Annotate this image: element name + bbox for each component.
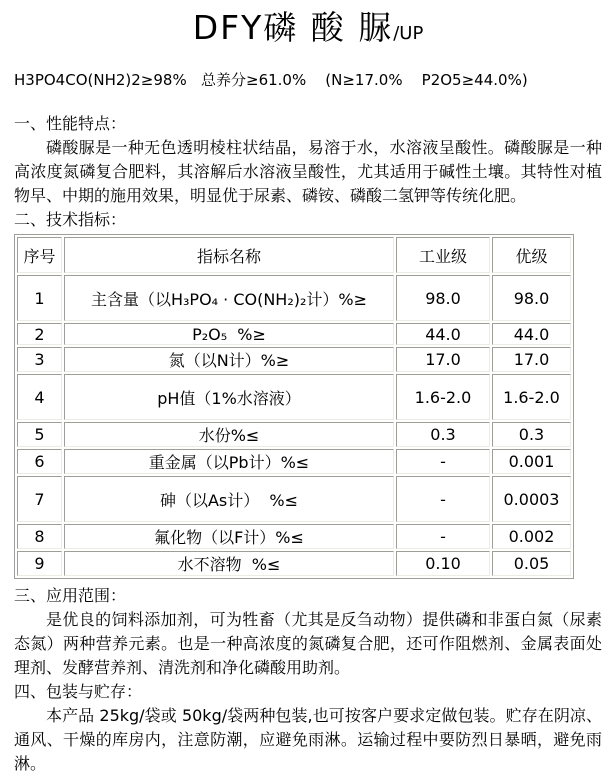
industrial-grade-cell: 0.10 [396,551,490,576]
premium-grade-cell: 98.0 [492,275,571,321]
industrial-grade-cell: 44.0 [396,323,490,345]
premium-grade-cell: 1.6-2.0 [492,374,571,420]
table-row [17,275,571,321]
table-row [17,374,571,420]
page-title-text: DFY磷 酸 脲 [192,8,394,47]
indicator-name-cell: 重金属（以Pb计）%≤ [64,449,394,474]
row-index-cell: 7 [17,476,62,522]
row-index-cell: 3 [17,347,62,372]
header-cell-industrial-grade: 工业级 [396,237,490,273]
section-paragraph-packaging: 本产品 25kg/袋或 50kg/袋两种包装,也可按客户要求定做包装。贮存在阴凉、通风、干燥的库房内，注意防潮，应避免雨淋。运输过程中要防烈日暴晒，避免雨淋。 [14,706,602,773]
indicator-name-cell: 氮（以N计）%≥ [64,347,394,372]
page-title [14,4,602,58]
table-row [17,449,571,474]
indicator-name-cell: 水不溶物 %≤ [64,551,394,576]
section-heading-application: 三、应用范围： [14,586,127,605]
table-row [17,551,571,576]
page-title-suffix: /UP [393,23,424,44]
section-paragraph-performance: 磷酸脲是一种无色透明棱柱状结晶，易溶于水，水溶液呈酸性。磷酸脲是一种高浓度氮磷复合肥料，其溶解后水溶液呈酸性，尤其适用于碱性土壤。其特性对植物早、中期的施用效果，明显优于尿素、磷铵、磷酸二氢钾等传统化肥。 [14,138,602,205]
premium-grade-cell: 0.05 [492,551,571,576]
row-index-cell: 1 [17,275,62,321]
indicator-name-cell: 水份%≤ [64,422,394,447]
row-index-cell: 6 [17,449,62,474]
industrial-grade-cell: 98.0 [396,275,490,321]
header-cell-premium-grade: 优级 [492,237,571,273]
section-heading-technical: 二、技术指标： [14,210,127,229]
industrial-grade-cell: 17.0 [396,347,490,372]
table-header-row [17,237,571,273]
indicator-name-cell: 主含量（以H₃PO₄ · CO(NH₂)₂计）%≥ [64,275,394,321]
industrial-grade-cell: - [396,524,490,549]
table-row [17,524,571,549]
table-row [17,476,571,522]
row-index-cell: 8 [17,524,62,549]
indicator-name-cell: P₂O₅ %≥ [64,323,394,345]
section-heading-performance: 一、性能特点： [14,114,127,133]
industrial-grade-cell: - [396,449,490,474]
industrial-grade-cell: 1.6-2.0 [396,374,490,420]
premium-grade-cell: 0.002 [492,524,571,549]
indicator-name-cell: 氟化物（以F计）%≤ [64,524,394,549]
table-row [17,347,571,372]
indicator-name-cell: pH值（1%水溶液） [64,374,394,420]
row-index-cell: 2 [17,323,62,345]
row-index-cell: 5 [17,422,62,447]
industrial-grade-cell: 0.3 [396,422,490,447]
section-paragraph-application: 是优良的饲料添加剂，可为牲畜（尤其是反刍动物）提供磷和非蛋白氮（尿素态氮）两种营养元素。也是一种高浓度的氮磷复合肥，还可作阻燃剂、金属表面处理剂、发酵营养剂、清洗剂和净化磷酸用助剂。 [14,610,602,677]
table-row [17,422,571,447]
technical-indicators-table [14,234,574,579]
premium-grade-cell: 0.3 [492,422,571,447]
product-formula-line: H3PO4CO(NH2)2≥98% 总养分≥61.0% (N≥17.0% P2O5≥44.0%) [14,71,528,89]
premium-grade-cell: 44.0 [492,323,571,345]
section-heading-packaging: 四、包装与贮存： [14,682,143,701]
row-index-cell: 9 [17,551,62,576]
premium-grade-cell: 17.0 [492,347,571,372]
industrial-grade-cell: - [396,476,490,522]
header-cell-index: 序号 [17,237,62,273]
premium-grade-cell: 0.001 [492,449,571,474]
indicator-name-cell: 砷（以As计） %≤ [64,476,394,522]
row-index-cell: 4 [17,374,62,420]
header-cell-indicator-name: 指标名称 [64,237,394,273]
premium-grade-cell: 0.0003 [492,476,571,522]
table-row [17,323,571,345]
